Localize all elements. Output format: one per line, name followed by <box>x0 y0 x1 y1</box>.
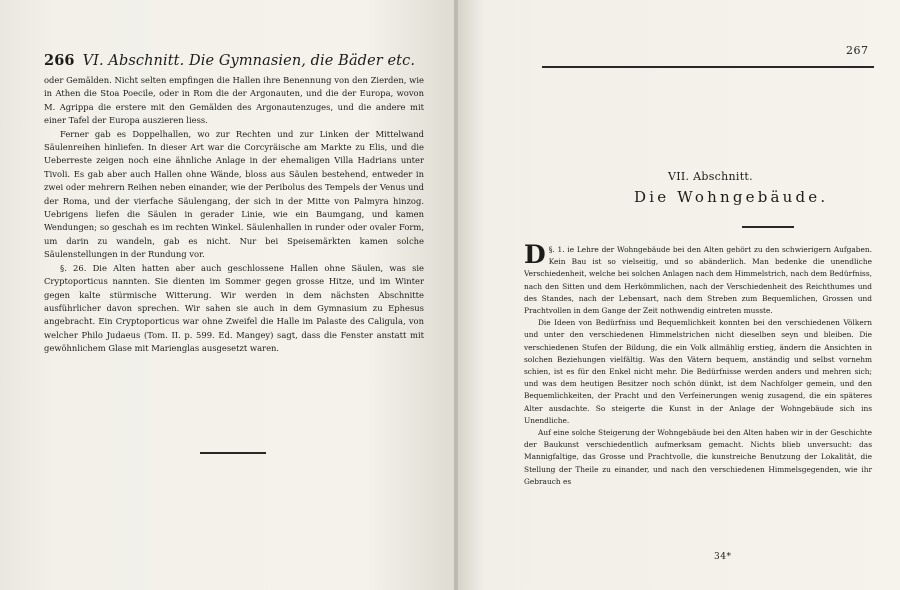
left-running-header <box>44 52 424 69</box>
paragraph: Die Ideen von Bedürfniss und Bequemlichkeit konnten bei den verschiedenen Völkern und unter den verschiedenen Himmelstrichen nicht dieselben seyn und bleiben. Die verschiedenen Stufen der Bildung, die ein Volk allmählig erstieg, ändern die Ansichten in solchen Beziehungen vielfältig. Was den Vätern bequem, anständig und selbst vornehm schien, ist es für den Enkel nicht mehr. Die Bedürfnisse werden anders und mehren sich; und was dem heutigen Besitzer noch schön dünkt, ist dem Nachfolger gemein, und den Bequemlichkeiten, der Pracht und den Verfeinerungen wenig zusagend, die ein späteres Alter ausdachte. So steigerte die Kunst in der Anlage der Wohngebäude sich ins Unendliche. <box>524 318 872 425</box>
right-body-text <box>524 240 872 488</box>
title-rule <box>742 226 794 228</box>
header-rule <box>542 66 874 68</box>
section-title: Die Wohngebäude. <box>634 188 829 206</box>
end-rule <box>200 452 266 454</box>
paragraph: Ferner gab es Doppelhallen, wo zur Rechten und zur Linken der Mittelwand Säulenreihen hinliefen. In dieser Art war die Corcyräische am Markte zu Elis, und die Ueberreste zeigen noch eine ähnliche Anlage in der ehemaligen Villa Hadrians unter Tivoli. Es gab aber auch Hallen ohne Wände, bloss aus Säulen bestehend, entweder in zwei oder mehrern Reihen neben einander, wie der Peribolus des Tempels der Venus und der Roma, und der vierfache Säulengang, der sich in der Mitte von Palmyra hinzog. Uebrigens liefen die Säulen in gerader Linie, wie ein Baumgang, und kamen Wendungen; so geschah es im rechten Winkel. Säulenhallen in runder oder ovaler Form, um darin zu wandeln, gab es nicht. Nur bei Speisemärkten kamen solche Säulenstellungen in der Rundung vor. <box>44 128 424 260</box>
left-body-text <box>44 74 424 356</box>
signature-mark: 34* <box>714 552 732 562</box>
paragraph: oder Gemälden. Nicht selten empfingen die Hallen ihre Benennung von den Zierden, wie in Athen die Stoa Poecile, oder in Rom die der Argonauten, und die der Europa, wovon M. Agrippa die erstere mit den Gemälden des Argonautenzuges, und die andere mit einer Tafel der Europa auszieren liess. <box>44 75 424 126</box>
opening-text: ie Lehre der Wohngebäude bei den Alten gehört zu den schwierigern Aufgaben. Kein Bau ist so vielseitig, und so abänderlich. Man bedenke die unendliche Verschiedenheit, welche bei solchen Anlagen nach dem Himmelstrich, nach dem Bedürfniss, nach den Sitten und dem Herkömmlichen, nach der Verschiedenheit des Reichthumes und des Standes, nach der Lebensart, nach dem Streben zum Bequemlichen, Grossen und Prachtvollen in dem Gange der Zeit nothwendig eintreten musste. <box>524 245 872 316</box>
paragraph: §. 26. Die Alten hatten aber auch geschlossene Hallen ohne Säulen, was sie Cryptoporticus nannten. Sie dienten im Sommer gegen grosse Hitze, und im Winter gegen kalte stürmische Witterung. Wir werden in dem nächsten Abschnitte ausführlicher davon sprechen. Wir sahen sie auch in dem Gymnasium zu Ephesus angebracht. Ein Cryptoporticus war ohne Zweifel die Halle im Palaste des Caligula, von welcher Philo Judaeus (Tom. II. p. 599. Ed. Mangey) sagt, dass die Fenster anstatt mit gewöhnlichem Glase mit Marienglas ausgesetzt waren. <box>44 262 424 354</box>
paragraph: Auf eine solche Steigerung der Wohngebäude bei den Alten haben wir in der Geschichte der Baukunst verschiedentlich aufmerksam gemacht. Nichts blieb unversucht: das Mannigfaltige, das Grosse und Prachtvolle, die kunstreiche Benutzung der Lokalität, die Stellung der Theile zu einander, und nach den verschiedenen Himmelsgegenden, wie ihr Gebrauch es <box>524 428 872 486</box>
section-marker: §. 1. <box>548 245 565 254</box>
left-header-title: VI. Abschnitt. Die Gymnasien, die Bäder etc. <box>82 53 416 69</box>
drop-cap: D <box>524 240 546 269</box>
left-page-number: 266 <box>44 52 75 69</box>
right-page-number: 267 <box>846 44 869 57</box>
opening-paragraph <box>524 240 872 317</box>
right-page <box>458 0 900 590</box>
section-label: VII. Abschnitt. <box>668 170 753 183</box>
